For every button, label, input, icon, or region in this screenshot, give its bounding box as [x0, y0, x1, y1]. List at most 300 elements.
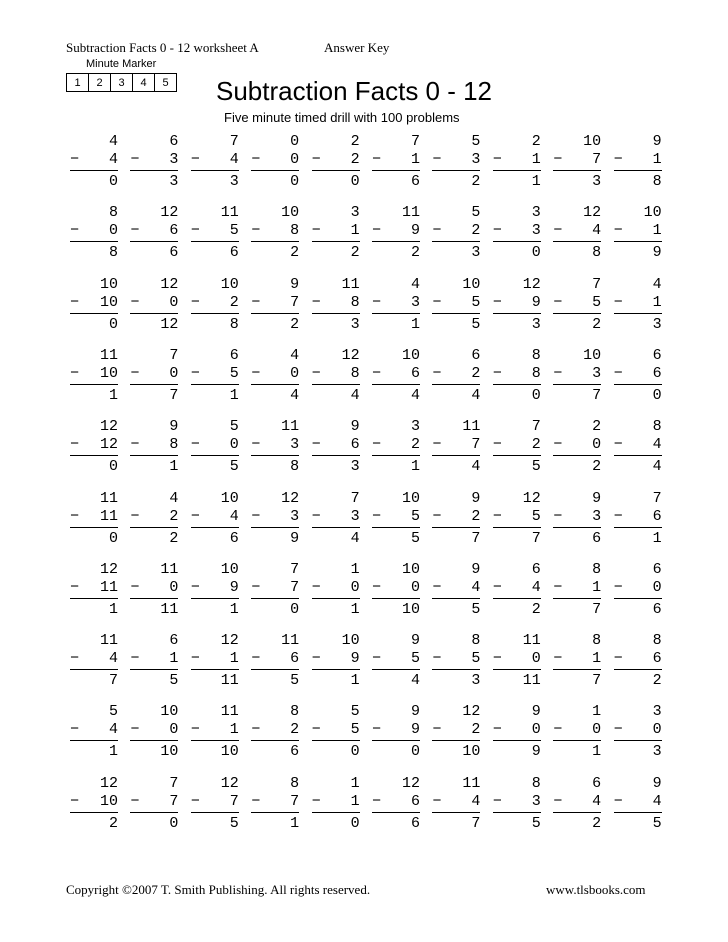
- difference: 1: [410, 315, 420, 333]
- minus-sign: −: [492, 507, 502, 525]
- difference: 0: [290, 600, 300, 618]
- subtrahend-line: [372, 650, 420, 668]
- problem-item: [493, 490, 541, 548]
- minus-sign: −: [492, 650, 502, 668]
- subtrahend-line: [372, 436, 420, 454]
- minus-sign: −: [432, 507, 442, 525]
- answer-rule: [493, 170, 541, 171]
- difference: 4: [290, 386, 300, 404]
- minus-sign: −: [311, 650, 321, 668]
- subtrahend-line: [553, 508, 601, 526]
- minuend: 12: [220, 632, 239, 650]
- difference: 0: [169, 814, 179, 832]
- answer-rule: [191, 170, 239, 171]
- subtrahend-line: [614, 579, 662, 597]
- problem-item: [493, 703, 541, 761]
- problem-item: [432, 418, 480, 476]
- answer-rule: [70, 598, 118, 599]
- minuend: 2: [531, 133, 541, 150]
- minuend: 10: [643, 204, 662, 222]
- minute-marker-cell[interactable]: 1: [67, 74, 89, 91]
- minuend: 9: [410, 632, 420, 650]
- difference: 7: [471, 814, 481, 832]
- subtrahend: 1: [229, 721, 239, 739]
- difference: 5: [471, 315, 481, 333]
- subtrahend: 1: [652, 222, 662, 240]
- problem-item: [130, 347, 178, 405]
- subtrahend-line: [251, 436, 299, 454]
- subtrahend: 2: [471, 364, 481, 382]
- minuend: 6: [592, 774, 602, 792]
- answer-rule: [251, 527, 299, 528]
- minuend: 9: [471, 560, 481, 578]
- problem-item: [432, 276, 480, 334]
- subtrahend: 4: [531, 578, 541, 596]
- difference: 9: [652, 244, 662, 262]
- answer-rule: [191, 598, 239, 599]
- subtrahend: 0: [652, 721, 662, 739]
- minuend: 7: [290, 560, 300, 578]
- answer-rule: [312, 740, 360, 741]
- minuend: 10: [341, 632, 360, 650]
- minute-marker-label: Minute Marker: [86, 58, 157, 70]
- answer-rule: [553, 598, 601, 599]
- answer-rule: [191, 669, 239, 670]
- difference: 3: [531, 315, 541, 333]
- subtrahend: 2: [531, 436, 541, 454]
- problem-item: [312, 490, 360, 548]
- subtrahend: 4: [229, 151, 239, 168]
- subtrahend: 5: [410, 507, 420, 525]
- answer-rule: [614, 812, 662, 813]
- answer-rule: [130, 527, 178, 528]
- subtrahend: 8: [350, 293, 360, 311]
- subtrahend-line: [553, 579, 601, 597]
- subtrahend-line: [251, 294, 299, 312]
- minute-marker-cell[interactable]: 3: [111, 74, 133, 91]
- difference: 3: [471, 672, 481, 690]
- problem-item: [432, 490, 480, 548]
- problem-item: [614, 632, 662, 690]
- minuend: 9: [350, 418, 360, 436]
- minuend: 4: [410, 275, 420, 293]
- minus-sign: −: [553, 293, 563, 311]
- subtrahend: 0: [350, 578, 360, 596]
- difference: 9: [290, 529, 300, 547]
- minus-sign: −: [553, 151, 563, 168]
- minus-sign: −: [432, 222, 442, 240]
- subtrahend-line: [553, 294, 601, 312]
- subtrahend: 9: [350, 650, 360, 668]
- difference: 11: [220, 672, 239, 690]
- difference: 2: [290, 244, 300, 262]
- minus-sign: −: [553, 650, 563, 668]
- minute-marker-cell[interactable]: 2: [89, 74, 111, 91]
- minuend: 12: [401, 774, 420, 792]
- minus-sign: −: [130, 721, 140, 739]
- subtrahend-line: [191, 650, 239, 668]
- subtrahend: 9: [531, 293, 541, 311]
- difference: 11: [522, 672, 541, 690]
- minus-sign: −: [251, 364, 261, 382]
- minuend: 7: [229, 133, 239, 150]
- subtrahend: 7: [471, 436, 481, 454]
- problem-item: [553, 204, 601, 262]
- answer-rule: [432, 384, 480, 385]
- minus-sign: −: [613, 293, 623, 311]
- answer-rule: [372, 527, 420, 528]
- problem-item: [312, 133, 360, 191]
- difference: 5: [410, 529, 420, 547]
- minuend: 12: [220, 774, 239, 792]
- minus-sign: −: [130, 792, 140, 810]
- subtrahend-line: [130, 436, 178, 454]
- subtrahend: 7: [290, 578, 300, 596]
- subtrahend-line: [372, 508, 420, 526]
- subtrahend: 0: [290, 364, 300, 382]
- minuend: 10: [99, 275, 118, 293]
- problem-item: [493, 276, 541, 334]
- minus-sign: −: [70, 222, 80, 240]
- minus-sign: −: [190, 436, 200, 454]
- minuend: 8: [652, 418, 662, 436]
- subtrahend: 4: [471, 578, 481, 596]
- minuend: 9: [471, 489, 481, 507]
- subtrahend-line: [553, 222, 601, 240]
- copyright-notice: Copyright ©2007 T. Smith Publishing. All rights reserved.: [66, 882, 371, 897]
- subtrahend: 1: [531, 151, 541, 168]
- minuend: 11: [281, 632, 300, 650]
- subtrahend-line: [614, 650, 662, 668]
- subtrahend: 9: [410, 721, 420, 739]
- difference: 1: [229, 600, 239, 618]
- difference: 4: [410, 386, 420, 404]
- difference: 6: [410, 173, 420, 190]
- minus-sign: −: [311, 792, 321, 810]
- difference: 6: [229, 244, 239, 262]
- difference: 10: [220, 743, 239, 761]
- answer-rule: [251, 669, 299, 670]
- minuend: 7: [169, 774, 179, 792]
- minuend: 5: [229, 418, 239, 436]
- answer-rule: [70, 313, 118, 314]
- answer-rule: [130, 313, 178, 314]
- subtrahend-line: [130, 294, 178, 312]
- minus-sign: −: [70, 578, 80, 596]
- minus-sign: −: [311, 507, 321, 525]
- subtrahend-line: [70, 579, 118, 597]
- answer-rule: [191, 313, 239, 314]
- minuend: 11: [281, 418, 300, 436]
- minuend: 8: [592, 632, 602, 650]
- subtrahend-line: [191, 721, 239, 739]
- subtrahend: 6: [652, 364, 662, 382]
- minuend: 4: [652, 275, 662, 293]
- problem-item: [312, 632, 360, 690]
- difference: 2: [410, 244, 420, 262]
- subtrahend: 7: [229, 792, 239, 810]
- problem-item: [130, 133, 178, 191]
- difference: 3: [652, 315, 662, 333]
- answer-rule: [432, 740, 480, 741]
- minus-sign: −: [553, 436, 563, 454]
- minus-sign: −: [311, 721, 321, 739]
- minus-sign: −: [553, 792, 563, 810]
- problem-item: [191, 775, 239, 833]
- minuend: 12: [341, 346, 360, 364]
- subtrahend: 7: [290, 792, 300, 810]
- difference: 4: [350, 529, 360, 547]
- subtrahend-line: [614, 365, 662, 383]
- problem-item: [191, 133, 239, 191]
- subtrahend: 9: [410, 222, 420, 240]
- difference: 0: [108, 458, 118, 476]
- difference: 5: [471, 600, 481, 618]
- problem-item: [432, 561, 480, 619]
- answer-rule: [553, 170, 601, 171]
- minuend: 8: [531, 346, 541, 364]
- problem-item: [372, 347, 420, 405]
- problem-item: [130, 561, 178, 619]
- difference: 1: [108, 386, 118, 404]
- difference: 3: [471, 244, 481, 262]
- answer-rule: [432, 313, 480, 314]
- subtrahend: 3: [592, 364, 602, 382]
- subtrahend: 3: [471, 151, 481, 168]
- subtrahend-line: [130, 151, 178, 169]
- difference: 7: [471, 529, 481, 547]
- answer-rule: [312, 598, 360, 599]
- problem-item: [493, 347, 541, 405]
- minus-sign: −: [492, 222, 502, 240]
- minuend: 7: [169, 346, 179, 364]
- difference: 2: [471, 173, 481, 190]
- difference: 2: [592, 458, 602, 476]
- answer-rule: [251, 812, 299, 813]
- subtrahend: 5: [471, 650, 481, 668]
- minus-sign: −: [70, 436, 80, 454]
- answer-rule: [372, 669, 420, 670]
- difference: 12: [160, 315, 179, 333]
- subtrahend: 3: [531, 222, 541, 240]
- subtrahend: 4: [652, 436, 662, 454]
- subtrahend: 7: [169, 792, 179, 810]
- minus-sign: −: [130, 151, 140, 168]
- subtrahend-line: [70, 721, 118, 739]
- difference: 1: [108, 600, 118, 618]
- answer-rule: [70, 740, 118, 741]
- minute-marker-cell[interactable]: 4: [133, 74, 155, 91]
- problem-item: [251, 347, 299, 405]
- problem-item: [553, 703, 601, 761]
- subtrahend-line: [493, 365, 541, 383]
- minuend: 4: [290, 346, 300, 364]
- minus-sign: −: [492, 578, 502, 596]
- difference: 0: [350, 814, 360, 832]
- minus-sign: −: [613, 222, 623, 240]
- minuend: 6: [169, 133, 179, 150]
- minuend: 8: [531, 774, 541, 792]
- answer-rule: [493, 527, 541, 528]
- problem-item: [553, 632, 601, 690]
- subtrahend-line: [432, 579, 480, 597]
- minus-sign: −: [190, 792, 200, 810]
- answer-rule: [372, 241, 420, 242]
- problem-item: [372, 561, 420, 619]
- minuend: 2: [592, 418, 602, 436]
- minus-sign: −: [251, 151, 261, 168]
- subtrahend: 8: [169, 436, 179, 454]
- answer-rule: [312, 669, 360, 670]
- problem-item: [70, 418, 118, 476]
- minuend: 4: [108, 133, 118, 150]
- subtrahend: 4: [108, 721, 118, 739]
- subtrahend: 3: [531, 792, 541, 810]
- minuend: 11: [160, 560, 179, 578]
- problem-item: [553, 133, 601, 191]
- difference: 7: [169, 386, 179, 404]
- subtrahend: 7: [592, 151, 602, 168]
- minus-sign: −: [432, 364, 442, 382]
- minus-sign: −: [130, 364, 140, 382]
- worksheet-title: Subtraction Facts 0 - 12 worksheet A: [66, 40, 259, 55]
- problem-item: [312, 276, 360, 334]
- minus-sign: −: [190, 650, 200, 668]
- subtrahend-line: [251, 579, 299, 597]
- subtrahend: 3: [410, 293, 420, 311]
- minus-sign: −: [190, 507, 200, 525]
- minus-sign: −: [251, 507, 261, 525]
- problem-item: [70, 703, 118, 761]
- minus-sign: −: [70, 293, 80, 311]
- minus-sign: −: [613, 151, 623, 168]
- problem-item: [70, 775, 118, 833]
- answer-rule: [553, 313, 601, 314]
- subtrahend: 4: [592, 222, 602, 240]
- minuend: 10: [220, 560, 239, 578]
- subtrahend-line: [432, 721, 480, 739]
- minus-sign: −: [251, 792, 261, 810]
- answer-rule: [251, 598, 299, 599]
- problem-item: [493, 632, 541, 690]
- difference: 3: [652, 743, 662, 761]
- subtrahend-line: [553, 650, 601, 668]
- minus-sign: −: [432, 792, 442, 810]
- problem-item: [312, 703, 360, 761]
- subtrahend: 1: [350, 222, 360, 240]
- difference: 0: [531, 386, 541, 404]
- subtrahend: 0: [592, 436, 602, 454]
- subtrahend: 3: [290, 507, 300, 525]
- minus-sign: −: [553, 578, 563, 596]
- minuend: 12: [462, 703, 481, 721]
- subtrahend: 0: [531, 650, 541, 668]
- problem-item: [372, 133, 420, 191]
- minuend: 12: [583, 204, 602, 222]
- minus-sign: −: [372, 293, 382, 311]
- answer-rule: [614, 313, 662, 314]
- difference: 2: [108, 814, 118, 832]
- difference: 4: [652, 458, 662, 476]
- minuend: 12: [99, 774, 118, 792]
- difference: 1: [350, 600, 360, 618]
- subtrahend: 0: [108, 222, 118, 240]
- subtrahend-line: [251, 793, 299, 811]
- subtrahend: 0: [169, 364, 179, 382]
- difference: 1: [410, 458, 420, 476]
- subtrahend-line: [130, 721, 178, 739]
- minuend: 9: [652, 774, 662, 792]
- difference: 4: [471, 458, 481, 476]
- subtrahend: 6: [652, 650, 662, 668]
- difference: 1: [592, 743, 602, 761]
- problem-item: [312, 347, 360, 405]
- minus-sign: −: [553, 222, 563, 240]
- difference: 5: [531, 458, 541, 476]
- difference: 1: [350, 672, 360, 690]
- problem-item: [191, 204, 239, 262]
- problem-item: [312, 775, 360, 833]
- difference: 0: [290, 173, 300, 190]
- subtrahend: 9: [229, 578, 239, 596]
- subtrahend: 7: [290, 293, 300, 311]
- answer-rule: [70, 455, 118, 456]
- difference: 10: [160, 743, 179, 761]
- answer-rule: [432, 812, 480, 813]
- difference: 5: [169, 672, 179, 690]
- subtrahend: 2: [169, 507, 179, 525]
- website-link[interactable]: www.tlsbooks.com: [546, 882, 646, 897]
- minus-sign: −: [251, 293, 261, 311]
- subtrahend-line: [614, 508, 662, 526]
- difference: 6: [290, 743, 300, 761]
- answer-key-label: Answer Key: [324, 40, 390, 55]
- subtrahend-line: [70, 508, 118, 526]
- subtrahend: 1: [169, 650, 179, 668]
- subtrahend-line: [553, 721, 601, 739]
- subtrahend: 0: [169, 578, 179, 596]
- problem-item: [70, 204, 118, 262]
- difference: 8: [290, 458, 300, 476]
- minute-marker-cell[interactable]: 5: [162, 76, 169, 89]
- answer-rule: [614, 740, 662, 741]
- problem-item: [251, 204, 299, 262]
- subtrahend-line: [312, 222, 360, 240]
- subtrahend: 1: [592, 578, 602, 596]
- minus-sign: −: [311, 222, 321, 240]
- difference: 0: [531, 244, 541, 262]
- answer-rule: [191, 384, 239, 385]
- subtrahend-line: [372, 294, 420, 312]
- minuend: 9: [592, 489, 602, 507]
- answer-rule: [493, 241, 541, 242]
- subtrahend: 2: [350, 151, 360, 168]
- difference: 8: [108, 244, 118, 262]
- subtrahend-line: [432, 222, 480, 240]
- minuend: 5: [471, 133, 481, 150]
- subtrahend-line: [493, 579, 541, 597]
- minuend: 9: [531, 703, 541, 721]
- difference: 6: [652, 600, 662, 618]
- minus-sign: −: [70, 650, 80, 668]
- minuend: 6: [471, 346, 481, 364]
- minuend: 11: [401, 204, 420, 222]
- subtrahend-line: [312, 436, 360, 454]
- minus-sign: −: [613, 364, 623, 382]
- answer-rule: [614, 455, 662, 456]
- difference: 0: [108, 315, 118, 333]
- problem-item: [251, 775, 299, 833]
